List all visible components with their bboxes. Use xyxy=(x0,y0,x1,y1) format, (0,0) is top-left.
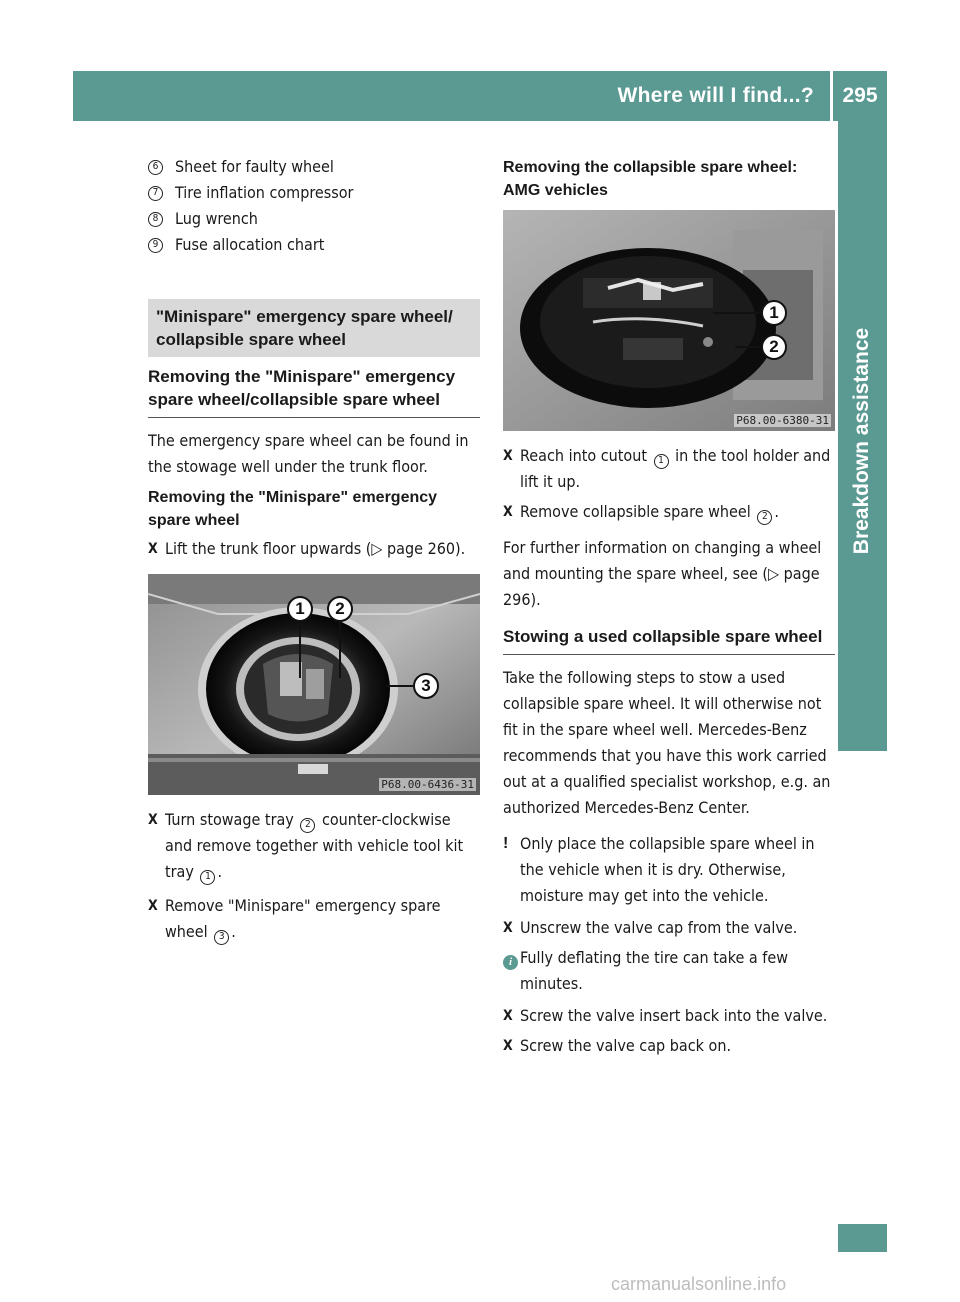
step-text-part: Reach into cutout xyxy=(520,446,652,465)
step-text-part: Remove collapsible spare wheel xyxy=(520,502,756,521)
procedure-heading: Removing the collapsible spare wheel: AMG vehicles xyxy=(503,159,798,199)
number-circle-icon: 7 xyxy=(148,186,163,201)
legend-text: Fuse allocation chart xyxy=(175,235,325,254)
photo-reference-code: P68.00-6436-31 xyxy=(381,778,474,791)
warning-text: Only place the collapsible spare wheel in the vehicle when it is dry. Otherwise, moisture may get into the vehicle. xyxy=(520,834,815,905)
step-text xyxy=(520,443,835,495)
number-circle-icon: 6 xyxy=(148,160,163,175)
legend-text: Sheet for faulty wheel xyxy=(175,157,334,176)
chapter-tab-marker xyxy=(838,1224,887,1252)
callout-2: 2 xyxy=(761,334,787,360)
legend-item xyxy=(148,180,480,206)
number-circle-icon: 1 xyxy=(200,870,215,885)
info-icon-wrap xyxy=(503,945,520,997)
instruction-step xyxy=(148,536,480,562)
step-text: Unscrew the valve cap from the valve. xyxy=(520,918,798,937)
step-arrow-icon: X xyxy=(148,812,158,828)
step-text xyxy=(165,893,480,945)
step-text-part: Turn stowage tray xyxy=(165,810,299,829)
subheading: Stowing a used collapsible spare wheel xyxy=(503,625,835,655)
callout-1: 1 xyxy=(287,596,313,622)
step-text-part: . xyxy=(774,502,779,521)
chapter-tab-label-wrap xyxy=(838,121,887,751)
callout-3: 3 xyxy=(413,673,439,699)
number-circle-icon: 9 xyxy=(148,238,163,253)
stow-intro-paragraph: Take the following steps to stow a used collapsible spare wheel. It will otherwise not fit in the spare wheel well. Mercedes-Benz recommends that you have this work carried out at a qualified specialist workshop, e.g. an authorized Mercedes-Benz Center. xyxy=(503,668,831,817)
procedure-label: Removing the "Minispare" emergency spare wheel xyxy=(148,489,438,529)
callout-2: 2 xyxy=(327,596,353,622)
amg-spare-wheel-photo xyxy=(503,210,835,431)
warning-icon: ! xyxy=(503,835,509,852)
step-text-part: Remove "Minispare" emergency spare wheel xyxy=(165,896,441,941)
step-text: Screw the valve insert back into the valve. xyxy=(520,1006,828,1025)
step-arrow-icon: X xyxy=(503,1008,513,1024)
watermark: carmanualsonline.info xyxy=(611,1274,787,1294)
step-arrow-icon: X xyxy=(503,448,513,464)
photo-reference-code: P68.00-6380-31 xyxy=(736,414,829,427)
section-title: "Minispare" emergency spare wheel/ collapsible spare wheel xyxy=(148,299,480,357)
right-column xyxy=(503,154,835,1059)
header-bar xyxy=(73,71,887,121)
instruction-step xyxy=(148,893,480,945)
step-text xyxy=(165,807,480,885)
legend-text: Lug wrench xyxy=(175,209,258,228)
warning-note xyxy=(503,831,835,909)
chapter-tab-label: Breakdown assistance xyxy=(850,327,873,555)
legend-item xyxy=(148,206,480,232)
step-arrow-icon: X xyxy=(503,1038,513,1054)
instruction-step xyxy=(503,499,835,525)
step-text-part: . xyxy=(231,922,236,941)
number-circle-icon: 2 xyxy=(300,818,315,833)
number-circle-icon: 2 xyxy=(757,510,772,525)
step-arrow-icon: X xyxy=(503,504,513,520)
page-section-title: Where will I find...? xyxy=(617,84,814,107)
step-text: Screw the valve cap back on. xyxy=(520,1036,732,1055)
number-circle-icon: 1 xyxy=(654,454,669,469)
info-note xyxy=(503,945,835,997)
trunk-spare-wheel-photo xyxy=(148,574,480,795)
intro-paragraph: The emergency spare wheel can be found in the stowage well under the trunk floor. xyxy=(148,431,469,476)
step-text-part: counter-clockwise and remove together with vehicle tool kit tray xyxy=(165,810,464,881)
instruction-step xyxy=(503,915,835,941)
step-text xyxy=(520,499,835,525)
instruction-step xyxy=(503,443,835,495)
info-text: Fully deflating the tire can take a few minutes. xyxy=(520,948,788,993)
page-number: 295 xyxy=(842,84,878,107)
number-circle-icon: 3 xyxy=(214,930,229,945)
legend-item xyxy=(148,232,480,258)
left-column xyxy=(148,154,480,945)
number-circle-icon: 8 xyxy=(148,212,163,227)
legend-text: Tire inflation compressor xyxy=(175,183,354,202)
amg-spare-wheel-illustration xyxy=(503,210,835,431)
step-text: Lift the trunk floor upwards (▷ page 260). xyxy=(165,539,466,558)
step-text-part: in the tool holder and lift it up. xyxy=(520,446,831,491)
instruction-step xyxy=(148,807,480,885)
further-info-paragraph: For further information on changing a wheel and mounting the spare wheel, see (▷ page 296). xyxy=(503,538,822,609)
instruction-step xyxy=(503,1003,835,1029)
step-arrow-icon: X xyxy=(148,898,158,914)
legend-item xyxy=(148,154,480,180)
step-text-part: . xyxy=(217,862,223,881)
step-arrow-icon: X xyxy=(148,541,158,557)
subheading: Removing the "Minispare" emergency spare wheel/collapsible spare wheel xyxy=(148,365,480,418)
step-arrow-icon: X xyxy=(503,920,513,936)
instruction-step xyxy=(503,1033,835,1059)
callout-1: 1 xyxy=(761,300,787,326)
info-icon: i xyxy=(503,955,518,970)
